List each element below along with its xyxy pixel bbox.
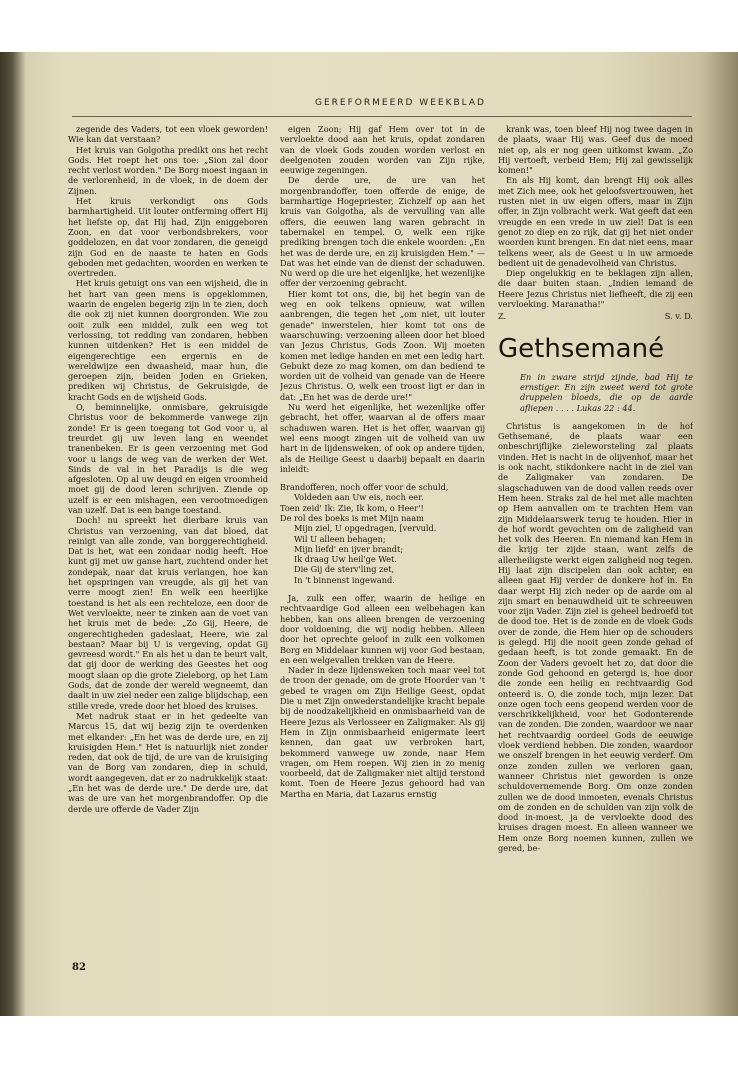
paragraph: O, beminnelijke, onmisbare, gekruisigde Christus voor de bekommerde vanwege zijn zonde! Er is geen toegang tot God voor u, al treurdet gij uw leven lang en weendet tranenbeken. Er is geen verzoening met God voor u langs de weg van de werken der Wet. Sinds de val in het Paradijs is die weg afgesloten. Op al uw deugd en eigen vroomheid moet gij de dood leren schrijven. Ziende op uzelf is er een mishagen, een verootmoedigen van uzelf. Dat is een bange toestand. — [68, 402, 268, 515]
verse-line: Voldeden aan Uw eis, noch eer. — [294, 492, 424, 503]
paragraph: Nu werd het eigenlijke, het wezenlijke offer gebracht, het offer, waarvan al de offers maar schaduwen waren. Het is het offer, waarvan gij wel eens moogt zingen uit de volheid van uw hart in de lijdensweken, of ook op andere tijden, als de Heilige Geest u daarbij bepaalt en daarin inleidt: — [280, 402, 485, 474]
verse-line: Mijn liefd' en ijver brandt; — [294, 543, 404, 554]
verse-line: Ik draag Uw heil'ge Wet. — [294, 554, 397, 565]
verse-line: Toen zeid' Ik: Zie, Ik kom, o Heer'! — [280, 502, 424, 513]
column-2-continued — [280, 593, 485, 799]
article-motto: En in zware strijd zijnde, bad Hij te ernstiger. En zijn zweet werd tot grote druppelen bloeds, die op de aarde afliepen . . . . Lukas 22 : 44. — [520, 371, 693, 413]
signature — [498, 311, 693, 321]
column-2 — [280, 124, 485, 1004]
paragraph: Ja, zulk een offer, waarin de heilige en rechtvaardige God alleen een welbehagen kan hebben, kan ons alleen brengen de verzoening door voldoening, die wij nodig hebben. Alleen door het oprechte geloof in zulk een volkomen Borg en Middelaar kunnen wij voor God bestaan, en een welgevallen trekken van de Heere. — [280, 593, 485, 665]
verse-line: Wil U alleen behagen; — [294, 533, 386, 544]
article-body — [498, 421, 693, 853]
paragraph: krank was, toen bleef Hij nog twee dagen in de plaats, waar Hij was. Geef dus de moed niet op, als er nog geen uitkomst kwam. „Zo Hij vertoeft, verbeid Hem; Hij zal gewisselijk komen!" — [498, 124, 693, 176]
paragraph: Nader in deze lijdensweken toch maar veel tot de troon der genade, om de grote Hoorder van 't gebed te vragen om Zijn Heilige Geest, opdat Die u met Zijn onwederstandelijke kracht bepale bij de noodzakelijkheid en onmisbaarheid van de Heere Jezus als Verlosseer en Zaligmaker. Als gij Hem in Zijn onmisbaarheid enigermate leert kennen, dan gaat uw verbroken hart, bekommerd vanwege uw zonde, naar Hem vragen, om Hem roepen. Wij zien in zo menig voorbeeld, dat de Zaligmaker niet altijd terstond komt. Toen de Heere Jezus gehoord had van Martha en Maria, dat Lazarus ernstig — [280, 665, 485, 799]
paragraph: eigen Zoon; Hij gaf Hem over tot in de vervloekte dood aan het kruis, opdat zondaren van de vloek Gods zouden worden verlost en deelgenoten zouden worden van Zijn rijke, eeuwige zegeningen. — [280, 124, 485, 176]
bottom-margin — [0, 1016, 738, 1068]
column-2-text — [280, 124, 485, 474]
paragraph: Het kruis verkondigt ons Gods barmhartigheid. Uit louter ontferming offert Hij het liefste op, dat Hij had, Zijn eniggeboren Zoon, en dat voor verbondsbrekers, voor goddelozen, en dat voor zondaren, die geneigd zijn God en de naaste te haten en Gods geboden met gedachten, woorden en werken te overtreden. — [68, 196, 268, 279]
paragraph: Met nadruk staat er in het gedeelte van Marcus 15, dat wij bezig zijn te overdenken met elkander: „En het was de derde ure, en zij kruisigden Hem." Het is natuurlijk niet zonder reden, dat ook de tijd, de ure van de kruisiging van de Borg van zondaren, diep in schuld, wordt aangegeven, dat er zo nadrukkelijk staat: „En het was de derde ure." De derde ure, dat was de ure van het morgenbrandoffer. Op die derde ure offerde de Vader Zijn — [68, 710, 268, 814]
paragraph: De derde ure, de ure van het morgenbrandoffer, toen offerde de enige, de barmhartige Hogepriester, Zichzelf op aan het kruis van Golgotha, als de vervulling van alle offers, die eeuwen lang waren gebracht in tabernakel en tempel. O, welk een rijke prediking brengen toch die enkele woorden: „En het was de derde ure, en zij kruisigden Hem." — Dat was het einde van de dienst der schaduwen. Nu werd op die ure het eigenlijke, het wezenlijke offer der verzoening gebracht. — [280, 175, 485, 289]
header-rule — [72, 116, 692, 117]
paragraph: zegende des Vaders, tot een vloek geworden! Wie kan dat verstaan? — [68, 124, 268, 145]
column-3 — [498, 124, 693, 1004]
paragraph: Christus is aangekomen in de hof Gethsemané, de plaats waar een onbeschrijflijke zieleworsteling zal plaats vinden. Het is nacht in de olijvenhof, maar het is ook nacht, stikdonkere nacht in de ziel van de Zaligmaker van zondaren. De slagschaduwen van de dood vallen reeds over Hem heen. Straks zal de hel met alle machten op Hem aanvallen om te trachten Hem van zijn Middelaarswerk terug te houden. Hier in de hof wordt gevochten om de zaligheid van het volk des Heeren. En niemand kan Hem in die krijg ter zijde staan, want zelfs de allerheiligste werkt eigen zaligheid nog tegen. Hij laat zijn discipelen dan ook achter, en alleen gaat Hij verder de donkere hof in. En daar werpt Hij zich neder op de aarde om al zijn smart en benauwdheid uit te schreeuwen voor zijn Vader. Zijn ziel is geheel bedroefd tot de dood toe. Het is de zonde en de vloek Gods over de zonde, die Hem hier op de schouders is gelegd. Hij die nooit geen zonde gehad of gedaan heeft, is tot zonde gemaakt. En de Zoon der Vaders gevoelt het zo, dat door die zonde God gehoond en getergd is, hoe door die zonde een heilig en rechtvaardig God onteerd is. O, die zonde toch, mijn lezer. Dat onze ogen toch eens geopend werden voor de verschrikkelijkheid, voor het Godonterende van de zonden. Die zonden, waardoor we naar het rechtvaardig oordeel Gods de eeuwige vloek verdiend hebben. Die zonden, waardoor we onszelf brengen in het eeuwig verderf. Om onze zonden zullen we verloren gaan, wanneer Christus niet geworden is onze schuldovernemende Borg. Om onze zonden zullen we de dood inmoeten, evenals Christus om de zonden en de schulden van zijn volk de dood in-moest, ja de vervloekte dood des kruises dragen moest. En alleen wanneer we Hem onze Borg noemen kunnen, zullen we gered, be- — [498, 420, 693, 853]
paragraph: Diep ongelukkig en te beklagen zijn allen, die daar buiten staan. „Indien iemand de Heere Jezus Christus niet liefheeft, die zij een vervloeking. Maranatha!" — [498, 268, 693, 310]
paragraph: Het kruis van Golgotha predikt ons het recht Gods. Het roept het ons toe: „Sion zal door recht verlost worden." De Borg moest ingaan in de verlorenheid, in de vloek, in de doem der Zijnen. — [68, 144, 268, 196]
column-3-text — [498, 124, 693, 309]
paragraph: En als Hij komt, dan brengt Hij ook alles met Zich mee, ook het geloofsvertrouwen, het rusten niet in uw eigen offers, maar in Zijn offer, in Zijn volbracht werk. Wat geeft dat een vreugde en een vrede in uw ziel! Dat is een genot zo diep en zo rijk, dat gij het niet onder woorden kunt brengen. En dat niet eens, maar telkens weer, als de Geest u in uw armoede bedient uit de genadevolheid van Christus. — [498, 175, 693, 268]
column-1 — [68, 124, 268, 1004]
signature-left: Z. — [498, 311, 507, 322]
column-1-text — [68, 124, 268, 814]
psalm-verse — [280, 482, 485, 585]
verse-line: In 't binnenst ingewand. — [294, 574, 395, 585]
verse-line: Mijn ziel, U opgedragen, [vervuld. — [294, 523, 437, 534]
verse-line: De rol des boeks is met Mijn naam — [280, 512, 424, 523]
paragraph: Doch! nu spreekt het dierbare kruis van Christus van verzoening, van dat bloed, dat reinigt van alle zonde, van borggerechtigheid. Dat is het, wat een zondaar nodig heeft. Hoe kunt gij met uw ganse hart, zuchtend onder het zondepak, naar dat kruis verlangen, hoe kan het opspringen van vreugde, als gij het van verre moogt zien! En welk een heerlijke toestand is het als een rechteloze, een door de Wet vervloekte, neer te zinken aan de voet van het kruis met de bede: „Zo Gij, Heere, de ongerechtigheden gadeslaat, Heere, wie zal bestaan? Maar bij U is vergeving, opdat Gij gevreesd wordt." En als het u dan te beurt valt, dat gij door de werking des Geestes het oog moogt slaan op die grote Zieleborg, op het Lam Gods, dat de zonde der wereld wegneemt, dan daalt in uw ziel neder een zalige blijdschap, een stille vrede, vrede door het bloed des kruises. — [68, 515, 268, 711]
verse-line: Brandofferen, noch offer voor de schuld, — [280, 482, 449, 493]
running-header: GEREFORMEERD WEEKBLAD — [315, 98, 486, 108]
signature-right: S. v. D. — [664, 311, 693, 322]
paragraph: Hier komt tot ons, die, bij het begin van de weg en ook telkens opnieuw, wat willen aanbrengen, die tegen het „om niet, uit louter genade" inwerstelen, hier komt tot ons de waarschuwing: verzoening alleen door het bloed van Jezus Christus, Gods Zoon. Wij moeten komen met ledige handen en met een ledig hart. Gebukt deze zo mag komen, om dan bediend te worden uit de volheid van genade van de Heere Jezus Christus. O, welk een troost ligt er dan in dat: „En het was de derde ure!" — [280, 288, 485, 402]
paragraph: Het kruis getuigt ons van een wijsheid, die in het hart van geen mens is opgeklommen, waarin de engelen begerig zijn in te zien, doch die ook zij niet kunnen doorgronden. Wie zou ooit zulk een middel, zulk een weg tot verlossing, tot redding van zondaren, hebben kunnen uitdenken? Het is een middel de eigengerechtige een ergernis en de wereldwijze een dwaasheid, maar hun, die geroepen zijn, beiden Joden en Grieken, prediken wij Christus, de Gekruisigde, de kracht Gods en de wijsheid Gods. — [68, 278, 268, 402]
article-title: Gethsemané — [498, 333, 665, 364]
verse-line: Die Gij de sterv'ling zet, — [294, 564, 395, 575]
top-margin — [0, 0, 738, 52]
page-number: 82 — [72, 962, 86, 973]
